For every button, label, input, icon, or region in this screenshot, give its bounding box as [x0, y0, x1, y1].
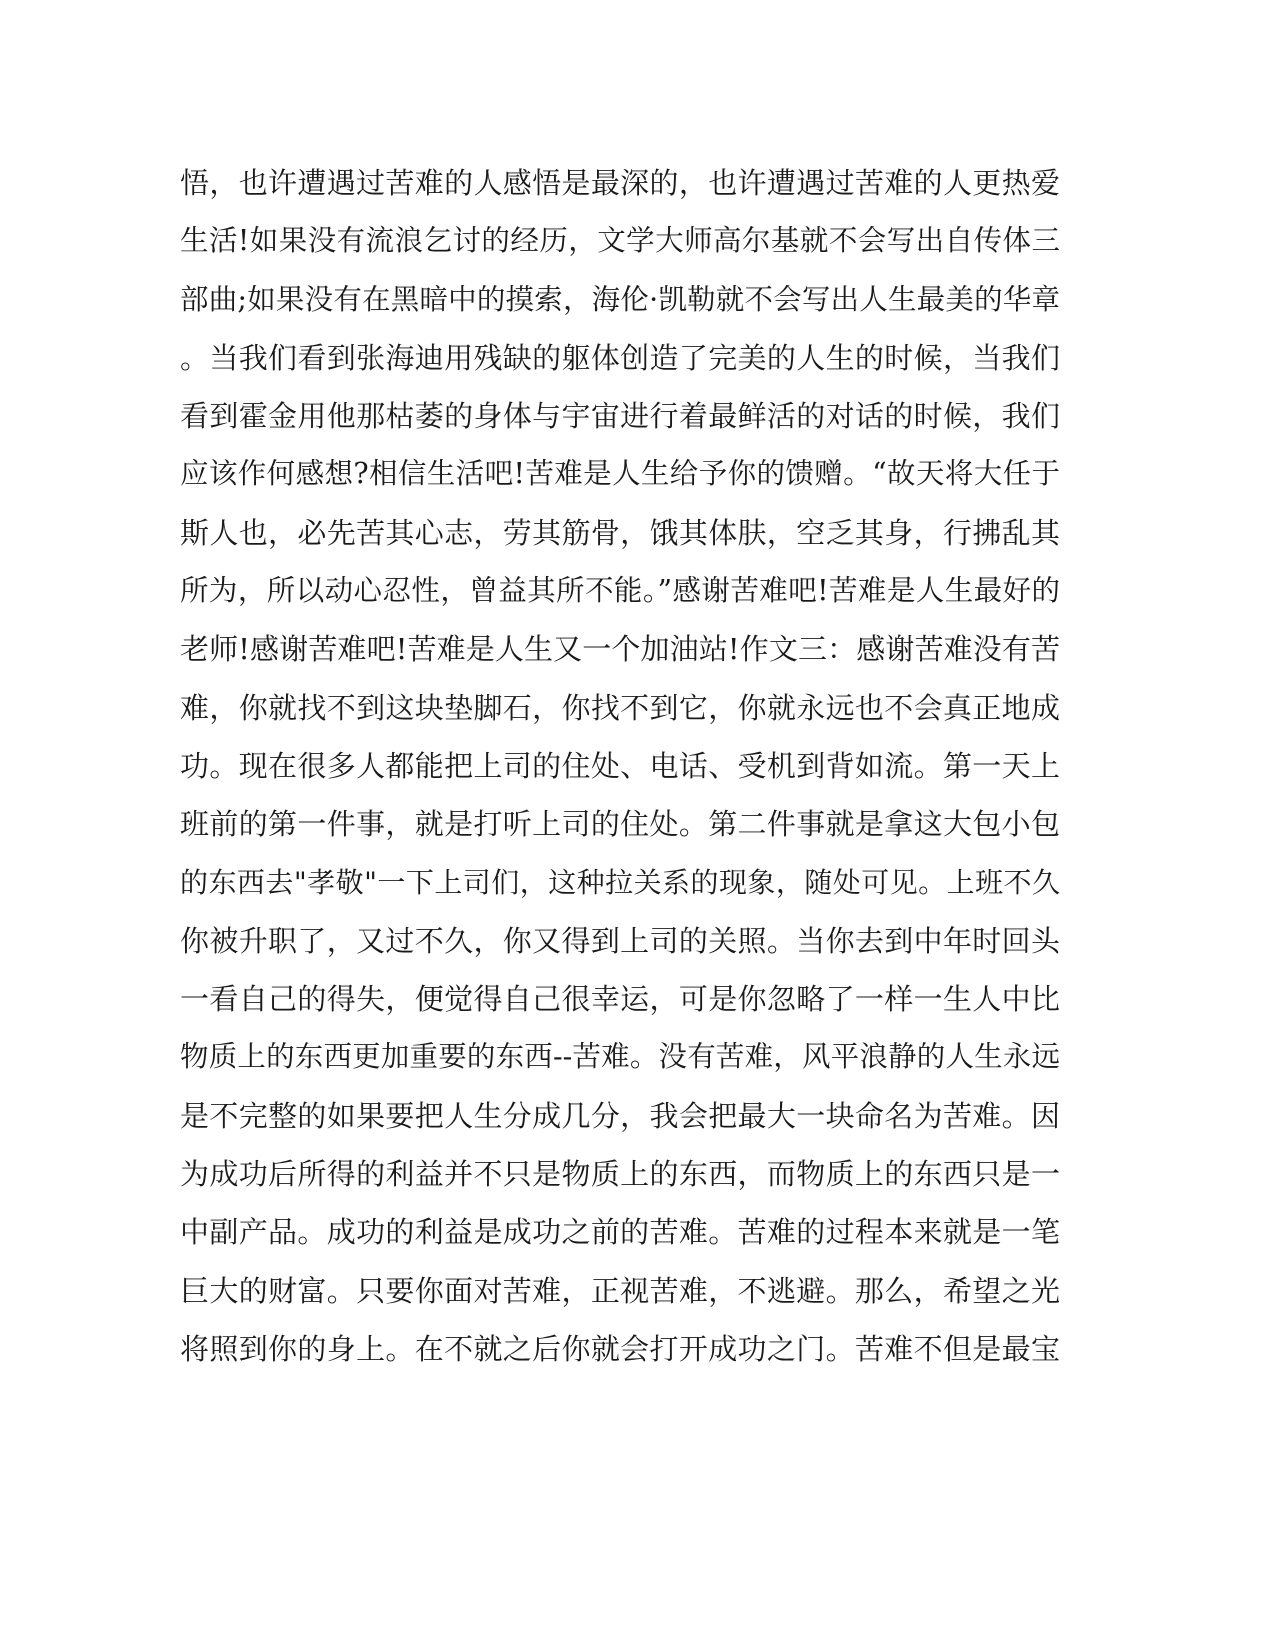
text-line: 。当我们看到张海迪用残缺的躯体创造了完美的人生的时候，当我们: [180, 340, 1060, 375]
text-line: 生活!如果没有流浪乞讨的经历，文学大师高尔基就不会写出自传体三: [180, 224, 1060, 258]
text-line: 班前的第一件事，就是打听上司的住处。第二件事就是拿这大包小包: [180, 807, 1060, 842]
text-line: 中副产品。成功的利益是成功之前的苦难。苦难的过程本来就是一笔: [180, 1215, 1060, 1250]
text-line: 为成功后所得的利益并不只是物质上的东西，而物质上的东西只是一: [180, 1157, 1060, 1192]
text-line: 巨大的财富。只要你面对苦难，正视苦难，不逃避。那么，希望之光: [180, 1273, 1060, 1308]
text-line: 悟，也许遭遇过苦难的人感悟是最深的，也许遭遇过苦难的人更热爱: [180, 166, 1060, 200]
text-line: 的东西去"孝敬"一下上司们，这种拉关系的现象，随处可见。上班不久: [180, 865, 1060, 899]
text-line: 所为，所以动心忍性，曾益其所不能。”感谢苦难吧!苦难是人生最好的: [180, 574, 1060, 608]
text-line: 斯人也，必先苦其心志，劳其筋骨，饿其体肤，空乏其身，行拂乱其: [180, 515, 1060, 550]
text-line: 难，你就找不到这块垫脚石，你找不到它，你就永远也不会真正地成: [180, 690, 1060, 725]
text-line: 一看自己的得失，便觉得自己很幸运，可是你忽略了一样一生人中比: [180, 982, 1060, 1017]
text-line: 老师!感谢苦难吧!苦难是人生又一个加油站!作文三：感谢苦难没有苦: [180, 632, 1060, 667]
text-line: 将照到你的身上。在不就之后你就会打开成功之门。苦难不但是最宝: [180, 1331, 1060, 1366]
text-line: 看到霍金用他那枯萎的身体与宇宙进行着最鲜活的对话的时候，我们: [180, 399, 1060, 434]
text-line: 功。现在很多人都能把上司的住处、电话、受机到背如流。第一天上: [180, 748, 1060, 783]
text-line: 是不完整的如果要把人生分成几分，我会把最大一块命名为苦难。因: [180, 1098, 1060, 1133]
body-text: [180, 154, 1060, 1378]
text-line: 应该作何感想?相信生活吧!苦难是人生给予你的馈赠。“故天将大任于: [180, 457, 1060, 491]
text-line: 你被升职了，又过不久，你又得到上司的关照。当你去到中年时回头: [180, 923, 1060, 958]
text-line: 部曲;如果没有在黑暗中的摸索，海伦·凯勒就不会写出人生最美的华章: [180, 282, 1060, 316]
text-line: 物质上的东西更加重要的东西--苦难。没有苦难，风平浪静的人生永远: [180, 1040, 1060, 1074]
